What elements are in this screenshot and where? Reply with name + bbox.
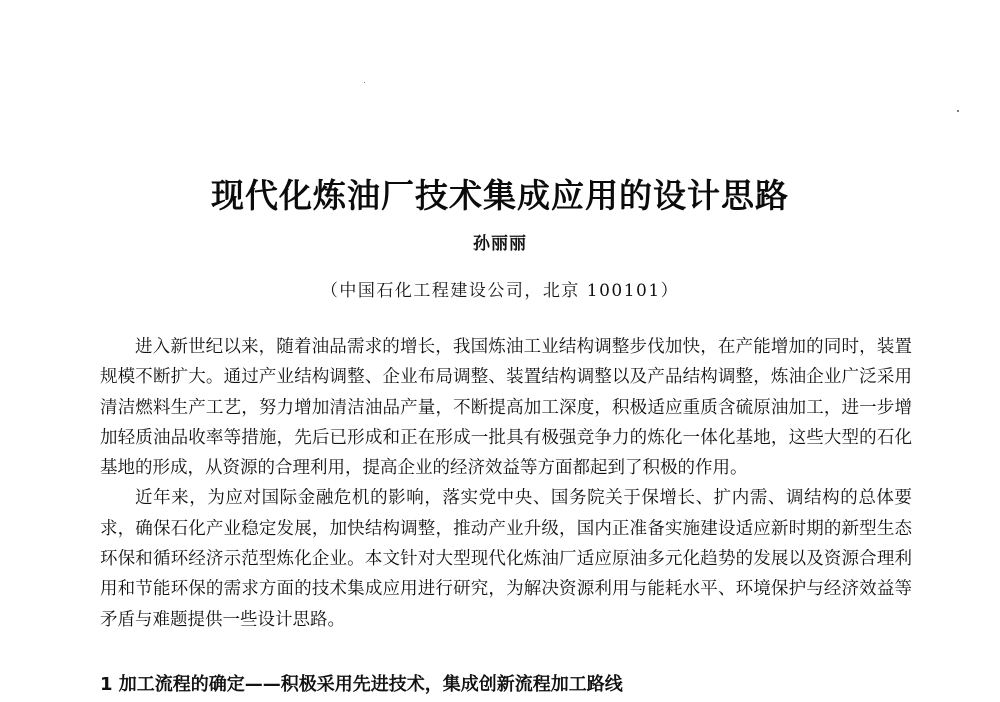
scan-speck xyxy=(364,82,365,83)
article-title: 现代化炼油厂技术集成应用的设计思路 xyxy=(211,176,789,215)
author-name: 孙丽丽 xyxy=(473,234,527,254)
article-body xyxy=(100,332,912,635)
author-affiliation: （中国石化工程建设公司，北京 100101） xyxy=(320,281,680,301)
section-heading-partial: 1 加工流程的确定——积极采用先进技术，集成创新流程加工路线 xyxy=(100,674,623,695)
scan-speck xyxy=(957,110,959,112)
body-paragraph: 进入新世纪以来，随着油品需求的增长，我国炼油工业结构调整步伐加快，在产能增加的同时，装置规模不断扩大。通过产业结构调整、企业布局调整、装置结构调整以及产品结构调整，炼油企业广泛采用清洁燃料生产工艺，努力增加清洁油品产量，不断提高加工深度，积极适应重质含硫原油加工，进一步增加轻质油品收率等措施，先后已形成和正在形成一批具有极强竞争力的炼化一体化基地，这些大型的石化基地的形成，从资源的合理利用，提高企业的经济效益等方面都起到了积极的作用。 xyxy=(100,337,912,479)
body-paragraph: 近年来，为应对国际金融危机的影响，落实党中央、国务院关于保增长、扩内需、调结构的总体要求，确保石化产业稳定发展，加快结构调整，推动产业升级，国内正准备实施建设适应新时期的新型生态环保和循环经济示范型炼化企业。本文针对大型现代化炼油厂适应原油多元化趋势的发展以及资源合理利用和节能环保的需求方面的技术集成应用进行研究，为解决资源利用与能耗水平、环境保护与经济效益等矛盾与难题提供一些设计思路。 xyxy=(100,488,912,630)
